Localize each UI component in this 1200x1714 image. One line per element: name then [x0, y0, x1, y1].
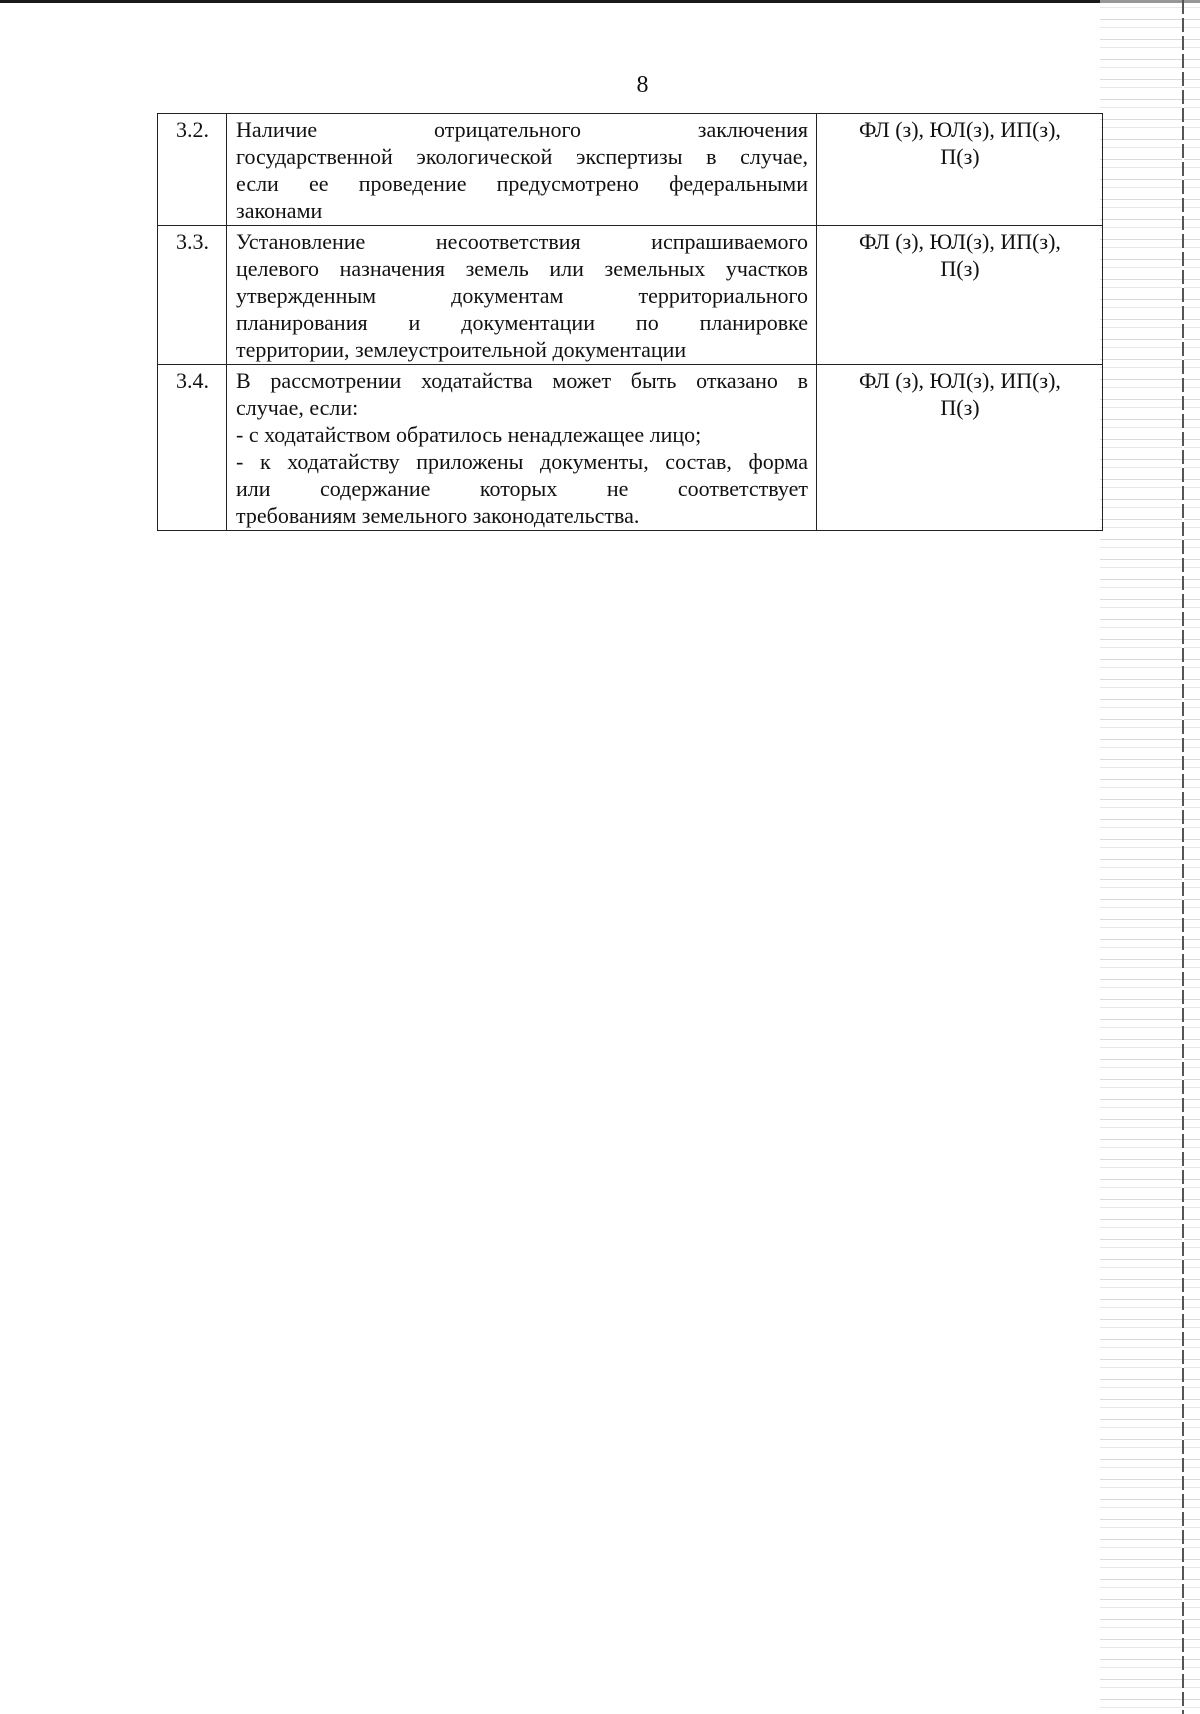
text-line: законами: [236, 198, 323, 223]
refusal-grounds-table: [157, 113, 1103, 531]
applicants-line: П(з): [940, 144, 980, 169]
text-line: целевого назначения земель или земельных участков: [236, 256, 808, 281]
row-number: 3.2.: [158, 114, 227, 226]
row-number: 3.4.: [158, 365, 227, 531]
row-text: [227, 114, 817, 226]
text-line: планирования и документации по планировке: [236, 310, 808, 335]
applicants-line: ФЛ (з), ЮЛ(з), ИП(з),: [859, 117, 1061, 142]
text-line: государственной экологической экспертизы в случае,: [236, 144, 808, 169]
row-applicants: [817, 114, 1103, 226]
table-row: [158, 114, 1103, 226]
text-line: В рассмотрении ходатайства может быть отказано в: [236, 368, 808, 393]
applicants-line: ФЛ (з), ЮЛ(з), ИП(з),: [859, 229, 1061, 254]
text-line: утвержденным документам территориального: [236, 283, 808, 308]
applicants-line: П(з): [940, 395, 980, 420]
text-line: Наличие отрицательного заключения: [236, 117, 808, 142]
text-line: территории, землеустроительной документации: [236, 337, 687, 362]
row-applicants: [817, 226, 1103, 365]
row-applicants: [817, 365, 1103, 531]
text-line: или содержание которых не соответствует: [236, 476, 808, 501]
scan-top-edge: [0, 0, 1200, 3]
text-line: если ее проведение предусмотрено федеральными: [236, 171, 808, 196]
text-line: Установление несоответствия испрашиваемого: [236, 229, 808, 254]
scan-right-edge-noise: [1100, 0, 1200, 1714]
scan-right-edge-line: [1182, 0, 1184, 1714]
text-line: - к ходатайству приложены документы, состав, форма: [236, 449, 808, 474]
row-text: [227, 365, 817, 531]
text-line: требованиям земельного законодательства.: [236, 503, 640, 528]
page-number: 8: [636, 72, 649, 98]
applicants-line: ФЛ (з), ЮЛ(з), ИП(з),: [859, 368, 1061, 393]
table-row: [158, 365, 1103, 531]
row-text: [227, 226, 817, 365]
applicants-line: П(з): [940, 256, 980, 281]
text-line: - с ходатайством обратилось ненадлежащее лицо;: [236, 422, 702, 447]
text-line: случае, если:: [236, 395, 359, 420]
table-row: [158, 226, 1103, 365]
row-number: 3.3.: [158, 226, 227, 365]
